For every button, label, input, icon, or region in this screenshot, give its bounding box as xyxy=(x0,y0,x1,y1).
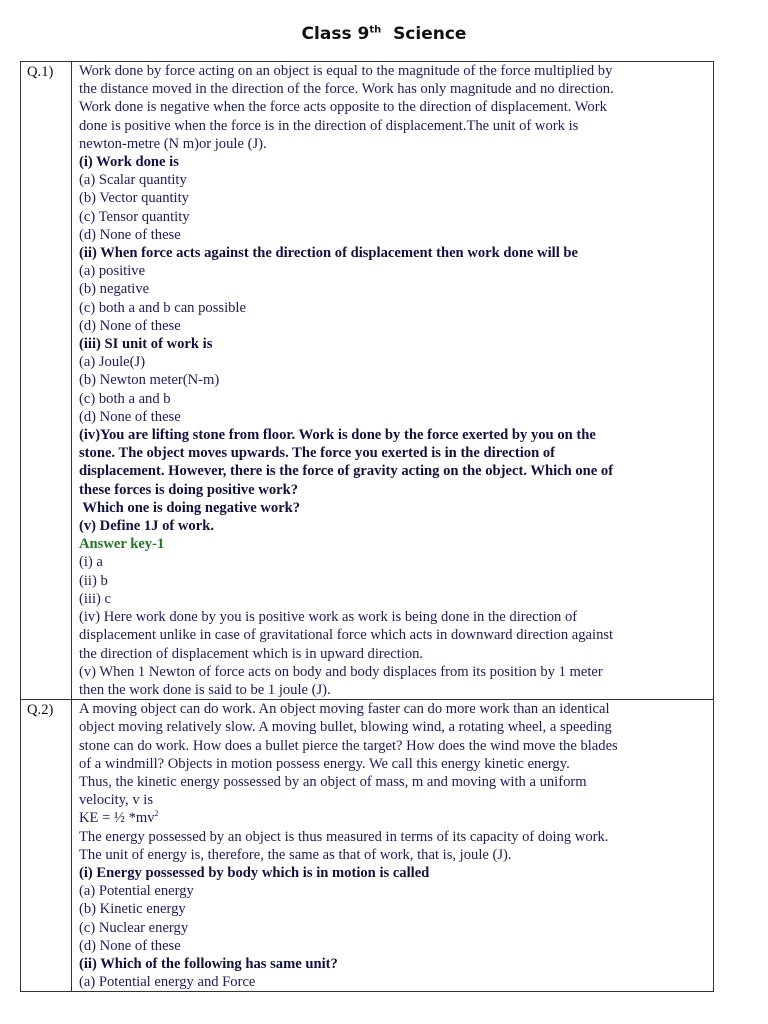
sub-question: displacement. However, there is the force of gravity acting on the object. Which one of xyxy=(79,463,614,480)
passage-line: the distance moved in the direction of the force. Work has only magnitude and no direction. xyxy=(79,81,614,98)
sub-question: Which one is doing negative work? xyxy=(79,499,301,516)
option: (a) Potential energy and Force xyxy=(79,974,256,991)
title-class: Class 9 xyxy=(301,24,370,44)
sub-question: (ii) Which of the following has same unit? xyxy=(79,955,338,972)
passage-line: velocity, v is xyxy=(79,792,154,809)
sub-question: (i) Work done is xyxy=(79,154,179,171)
sub-question: (ii) When force acts against the direction of displacement then work done will be xyxy=(79,245,579,262)
answer: then the work done is said to be 1 joule (J). xyxy=(79,681,331,698)
option: (b) Vector quantity xyxy=(79,190,189,207)
passage-line: Work done is negative when the force acts opposite to the direction of displacement. Work xyxy=(79,99,607,116)
option: (d) None of these xyxy=(79,408,181,425)
formula xyxy=(79,809,709,827)
option: (c) Tensor quantity xyxy=(79,208,190,225)
option: (c) both a and b can possible xyxy=(79,299,246,316)
passage-line: Work done by force acting on an object is equal to the magnitude of the force multiplied by xyxy=(79,63,613,79)
question-body xyxy=(72,62,714,700)
option: (d) None of these xyxy=(79,317,181,334)
passage-line: object moving relatively slow. A moving bullet, blowing wind, a rotating wheel, a speeding xyxy=(79,719,612,736)
sub-question: (v) Define 1J of work. xyxy=(79,518,214,535)
option: (d) None of these xyxy=(79,226,181,243)
option: (a) Scalar quantity xyxy=(79,172,187,189)
option: (c) Nuclear energy xyxy=(79,919,189,936)
answer-key-heading: Answer key-1 xyxy=(79,536,165,553)
option: (d) None of these xyxy=(79,937,181,954)
option: (a) Joule(J) xyxy=(79,354,146,371)
question-table xyxy=(20,61,714,992)
passage-line: The unit of energy is, therefore, the same as that of work, that is, joule (J). xyxy=(79,846,512,863)
answer: (i) a xyxy=(79,554,103,571)
question-row-1 xyxy=(21,62,714,700)
answer: displacement unlike in case of gravitational force which acts in downward direction against xyxy=(79,627,614,644)
question-number: Q.2) xyxy=(21,700,72,992)
question-number: Q.1) xyxy=(21,62,72,700)
answer: (iii) c xyxy=(79,590,112,607)
passage-line: The energy possessed by an object is thus measured in terms of its capacity of doing work. xyxy=(79,828,609,845)
sub-question: (iii) SI unit of work is xyxy=(79,336,213,353)
answer: (ii) b xyxy=(79,572,108,589)
question-body xyxy=(72,700,714,992)
option: (b) negative xyxy=(79,281,150,298)
option: (c) both a and b xyxy=(79,390,171,407)
passage-line: of a windmill? Objects in motion possess energy. We call this energy kinetic energy. xyxy=(79,755,570,772)
passage-line: done is positive when the force is in the direction of displacement.The unit of work is xyxy=(79,117,579,134)
option: (b) Newton meter(N-m) xyxy=(79,372,220,389)
answer: (iv) Here work done by you is positive work as work is being done in the direction of xyxy=(79,609,578,626)
passage-line: A moving object can do work. An object moving faster can do more work than an identical xyxy=(79,701,610,718)
option: (b) Kinetic energy xyxy=(79,901,186,918)
answer: (v) When 1 Newton of force acts on body and body displaces from its position by 1 meter xyxy=(79,663,603,680)
title-subject: Science xyxy=(393,24,467,44)
question-row-2 xyxy=(21,700,714,992)
formula-exponent: 2 xyxy=(154,809,159,819)
answer: the direction of displacement which is in upward direction. xyxy=(79,645,424,662)
formula-text: KE = ½ *mv xyxy=(79,810,155,827)
option: (a) Potential energy xyxy=(79,883,194,900)
sub-question: stone. The object moves upwards. The force you exerted is in the direction of xyxy=(79,445,556,462)
passage-line: Thus, the kinetic energy possessed by an object of mass, m and moving with a uniform xyxy=(79,773,587,790)
option: (a) positive xyxy=(79,263,146,280)
sub-question: these forces is doing positive work? xyxy=(79,481,299,498)
passage-line: stone can do work. How does a bullet pierce the target? How does the wind move the blades xyxy=(79,737,618,754)
title-superscript: th xyxy=(369,24,382,36)
sub-question: (i) Energy possessed by body which is in motion is called xyxy=(79,864,430,881)
page-title xyxy=(0,24,768,44)
sub-question: (iv)You are lifting stone from floor. Work is done by the force exerted by you on the xyxy=(79,427,596,444)
passage-line: newton-metre (N m)or joule (J). xyxy=(79,135,267,152)
